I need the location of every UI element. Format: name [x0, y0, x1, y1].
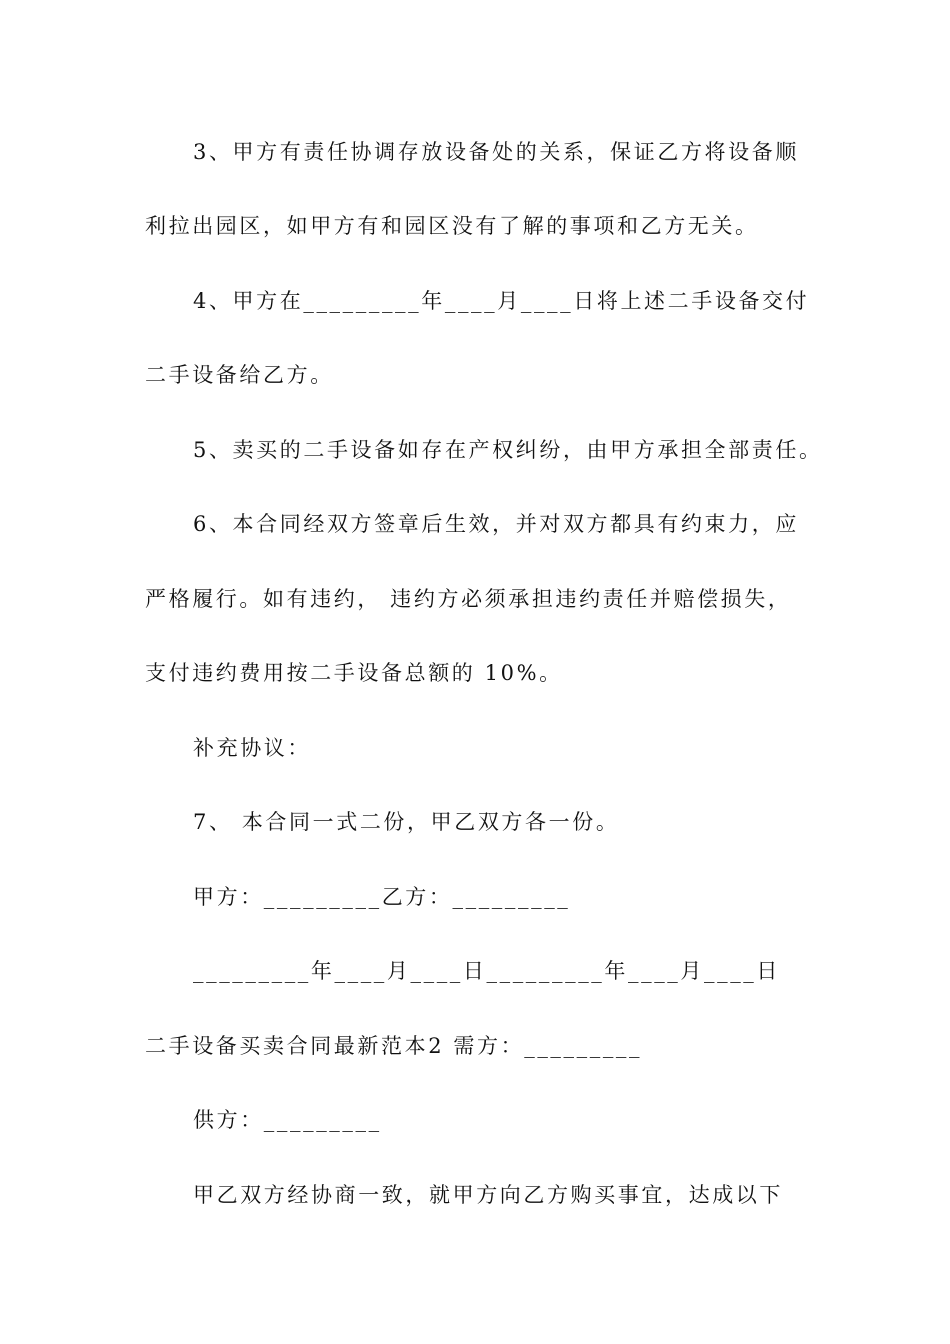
contract-2-intro: 甲乙双方经协商一致，就甲方向乙方购买事宜，达成以下 [193, 1183, 783, 1207]
clause-5: 5、卖买的二手设备如存在产权纠纷，由甲方承担全部责任。 [193, 438, 823, 462]
clause-4-line-2: 二手设备给乙方。 [145, 363, 334, 387]
clause-6-line-2: 严格履行。如有违约， 违约方必须承担违约责任并赔偿损失， [145, 587, 792, 611]
signature-parties: 甲方：_________乙方：_________ [193, 885, 571, 909]
supplier-line: 供方：_________ [193, 1108, 382, 1132]
contract-2-title: 二手设备买卖合同最新范本2 需方：_________ [145, 1034, 643, 1058]
clause-3-line-1: 3、甲方有责任协调存放设备处的关系，保证乙方将设备顺 [193, 140, 799, 164]
clause-4-line-1: 4、甲方在_________年____月____日将上述二手设备交付 [193, 289, 810, 313]
clause-3-line-2: 利拉出园区，如甲方有和园区没有了解的事项和乙方无关。 [145, 214, 759, 238]
clause-6-line-3: 支付违约费用按二手设备总额的 10%。 [145, 661, 563, 685]
signature-dates: _________年____月____日_________年____月____日 [193, 959, 780, 983]
clause-7: 7、 本合同一式二份，甲乙双方各一份。 [193, 810, 620, 834]
supplement-heading: 补充协议： [193, 736, 311, 760]
clause-6-line-1: 6、本合同经双方签章后生效，并对双方都具有约束力，应 [193, 512, 799, 536]
